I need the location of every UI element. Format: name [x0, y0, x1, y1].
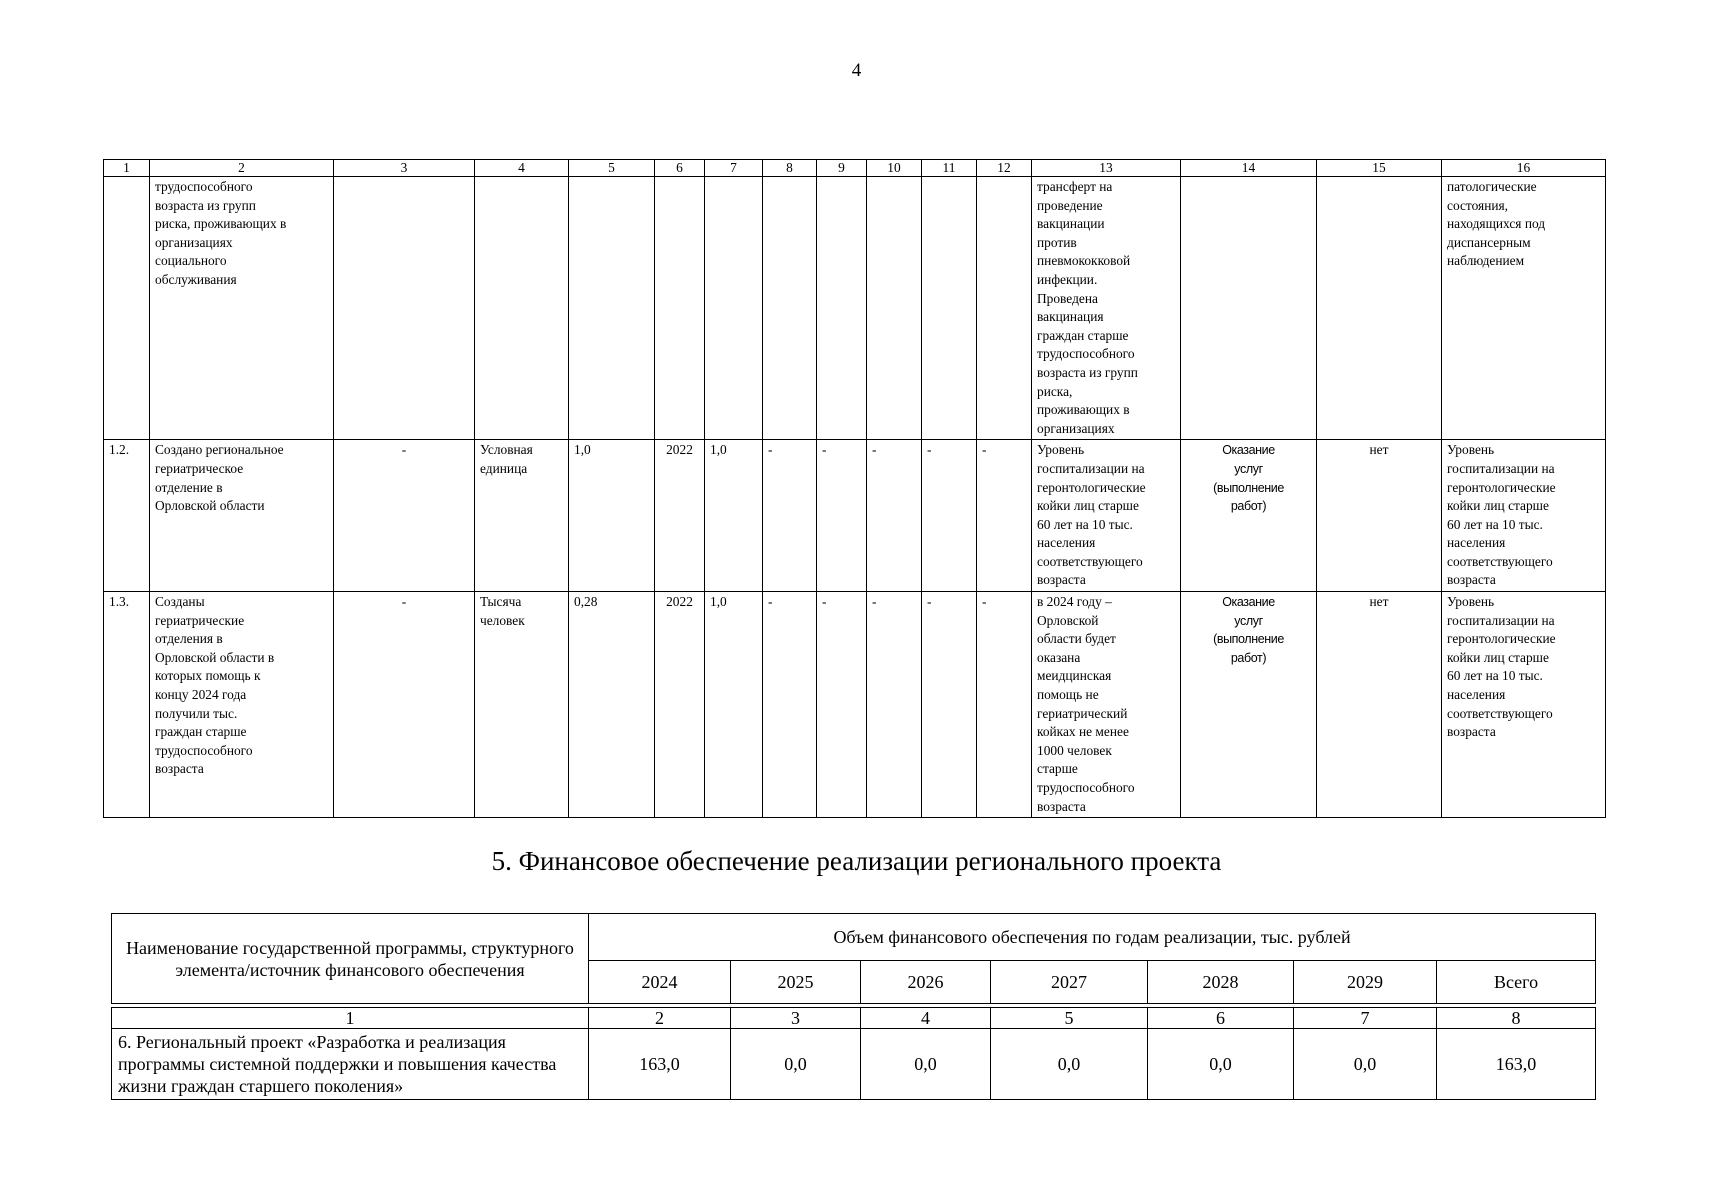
- finance-value: 163,0: [589, 1029, 731, 1100]
- cell-unit: Условная единица: [475, 440, 569, 592]
- row-number: [104, 177, 150, 440]
- cell-indicator: патологические состояния, находящихся под диспансерным наблюдением: [1442, 177, 1606, 440]
- finance-table: [111, 913, 1596, 1100]
- col-index-6: 6: [655, 160, 705, 177]
- cell-col3: [334, 177, 475, 440]
- cell-col3: -: [334, 592, 475, 818]
- finance-row: [112, 1029, 1596, 1100]
- col-index-11: 11: [922, 160, 977, 177]
- col-index-13: 13: [1032, 160, 1181, 177]
- cell-col9: -: [817, 592, 867, 818]
- col-index-4: 4: [475, 160, 569, 177]
- finance-total: 163,0: [1437, 1029, 1596, 1100]
- finance-value: 0,0: [1148, 1029, 1294, 1100]
- cell-col10: -: [867, 592, 922, 818]
- cell-characteristic: трансферт на проведение вакцинации против пневмококковой инфекции. Проведена вакцинация граждан старше трудоспособного возраста из групп риска, проживающих в организациях: [1032, 177, 1181, 440]
- year-header: 2029: [1294, 961, 1437, 1004]
- cell-col9: [817, 177, 867, 440]
- table-row: [104, 177, 1606, 440]
- finance-value: 0,0: [861, 1029, 991, 1100]
- cell-col15: [1317, 177, 1442, 440]
- finance-col-index: 3: [731, 1008, 861, 1029]
- cell-unit: Тысяча человек: [475, 592, 569, 818]
- cell-base-year: [655, 177, 705, 440]
- page-number: 4: [851, 60, 862, 81]
- cell-base-value: 1,0: [569, 440, 655, 592]
- finance-value: 0,0: [1294, 1029, 1437, 1100]
- col-index-10: 10: [867, 160, 922, 177]
- cell-base-year: 2022: [655, 592, 705, 818]
- col-index-2: 2: [150, 160, 334, 177]
- cell-indicator: Уровень госпитализации на геронтологические койки лиц старше 60 лет на 10 тыс. населения соответствующего возраста: [1442, 592, 1606, 818]
- col-index-8: 8: [763, 160, 817, 177]
- finance-volume-header: Объем финансового обеспечения по годам реализации, тыс. рублей: [589, 914, 1596, 961]
- cell-col7: 1,0: [705, 440, 763, 592]
- col-index-16: 16: [1442, 160, 1606, 177]
- cell-base-value: [569, 177, 655, 440]
- cell-type: Оказание услуг (выполнение работ): [1181, 592, 1317, 818]
- finance-row-name: 6. Региональный проект «Разработка и реализация программы системной поддержки и повышения качества жизни граждан старшего поколения»: [112, 1029, 589, 1100]
- cell-col11: -: [922, 440, 977, 592]
- year-header: 2028: [1148, 961, 1294, 1004]
- finance-index-row: [112, 1008, 1596, 1029]
- finance-col-index: 5: [991, 1008, 1148, 1029]
- finance-col-index: 4: [861, 1008, 991, 1029]
- cell-col9: -: [817, 440, 867, 592]
- cell-characteristic: Уровень госпитализации на геронтологические койки лиц старше 60 лет на 10 тыс. населения соответствующего возраста: [1032, 440, 1181, 592]
- finance-col-index: 7: [1294, 1008, 1437, 1029]
- year-header: 2024: [589, 961, 731, 1004]
- cell-col7: [705, 177, 763, 440]
- cell-type: [1181, 177, 1317, 440]
- cell-col11: -: [922, 592, 977, 818]
- row-number: 1.3.: [104, 592, 150, 818]
- col-index-3: 3: [334, 160, 475, 177]
- section-title: 5. Финансовое обеспечение реализации регионального проекта: [491, 846, 1222, 876]
- finance-col-index: 2: [589, 1008, 731, 1029]
- total-header: Всего: [1437, 961, 1596, 1004]
- cell-col8: -: [763, 440, 817, 592]
- cell-unit: [475, 177, 569, 440]
- cell-col3: -: [334, 440, 475, 592]
- col-index-14: 14: [1181, 160, 1317, 177]
- finance-value: 0,0: [731, 1029, 861, 1100]
- col-index-7: 7: [705, 160, 763, 177]
- results-header-row: [104, 160, 1606, 177]
- col-index-12: 12: [977, 160, 1032, 177]
- col-index-5: 5: [569, 160, 655, 177]
- finance-col-index: 8: [1437, 1008, 1596, 1029]
- result-name: Созданы гериатрические отделения в Орловской области в которых помощь к концу 2024 года получили тыс. граждан старше трудоспособного возраста: [150, 592, 334, 818]
- cell-col15: нет: [1317, 592, 1442, 818]
- result-name: Создано региональное гериатрическое отделение в Орловской области: [150, 440, 334, 592]
- finance-col-index: 1: [112, 1008, 589, 1029]
- cell-col12: [977, 177, 1032, 440]
- cell-col7: 1,0: [705, 592, 763, 818]
- cell-col8: [763, 177, 817, 440]
- table-row: [104, 440, 1606, 592]
- cell-type: Оказание услуг (выполнение работ): [1181, 440, 1317, 592]
- finance-name-header: Наименование государственной программы, структурного элемента/источник финансового обеспечения: [112, 914, 589, 1004]
- cell-col10: -: [867, 440, 922, 592]
- cell-col8: -: [763, 592, 817, 818]
- year-header: 2026: [861, 961, 991, 1004]
- year-header: 2027: [991, 961, 1148, 1004]
- cell-col12: -: [977, 592, 1032, 818]
- col-index-1: 1: [104, 160, 150, 177]
- finance-value: 0,0: [991, 1029, 1148, 1100]
- results-table: [103, 159, 1606, 818]
- finance-header-row: [112, 914, 1596, 961]
- cell-col11: [922, 177, 977, 440]
- result-name: трудоспособного возраста из групп риска, проживающих в организациях социального обслуживания: [150, 177, 334, 440]
- cell-col15: нет: [1317, 440, 1442, 592]
- cell-col12: -: [977, 440, 1032, 592]
- cell-col10: [867, 177, 922, 440]
- table-row: [104, 592, 1606, 818]
- cell-base-value: 0,28: [569, 592, 655, 818]
- finance-col-index: 6: [1148, 1008, 1294, 1029]
- row-number: 1.2.: [104, 440, 150, 592]
- year-header: 2025: [731, 961, 861, 1004]
- cell-indicator: Уровень госпитализации на геронтологические койки лиц старше 60 лет на 10 тыс. населения соответствующего возраста: [1442, 440, 1606, 592]
- col-index-15: 15: [1317, 160, 1442, 177]
- cell-characteristic: в 2024 году – Орловской области будет оказана меидцинская помощь не гериатрический койках не менее 1000 человек старше трудоспособного возраста: [1032, 592, 1181, 818]
- cell-base-year: 2022: [655, 440, 705, 592]
- col-index-9: 9: [817, 160, 867, 177]
